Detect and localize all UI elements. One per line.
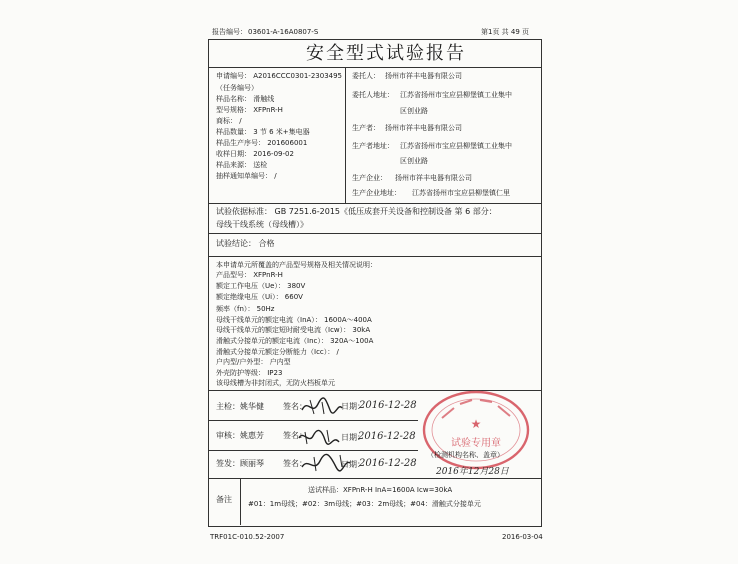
coverage-line: 母线干线单元的额定短时耐受电流（Icw）： 30kA: [216, 326, 371, 334]
footer-date: 2016-03-04: [502, 533, 543, 541]
info-line: （任务编号）: [216, 84, 258, 92]
coverage-line: 额定绝缘电压（Ui）： 660V: [216, 293, 303, 301]
info-line: 收样日期： 2016-09-02: [216, 150, 294, 158]
coverage-line: 额定工作电压（Ue）： 380V: [216, 282, 306, 290]
coverage-line: 该母线槽为非封闭式，无防火档板单元: [216, 379, 335, 387]
info-line: 样品来源： 送检: [216, 161, 268, 169]
reviewer-sign-label: 签名：: [283, 431, 307, 440]
remarks-label: 备注: [216, 495, 232, 504]
reviewer-label: 审核：: [216, 431, 240, 440]
info-line: 样品名称： 滑触线: [216, 95, 275, 103]
signature-mark: [300, 453, 352, 475]
reviewer-name: 姚惠芳: [240, 431, 264, 440]
footer-form-id: TRF01C-010.52-2007: [210, 533, 285, 541]
reviewer-date-label: 日期：: [341, 433, 365, 442]
coverage-line: 产品型号： XFPnR-H: [216, 271, 283, 279]
maker-address-label: 生产者地址：: [352, 142, 394, 150]
coverage-line: 频率（fn）： 50Hz: [216, 305, 275, 313]
factory-address-label: 生产企业地址：: [352, 189, 401, 197]
info-line: 型号规格： XFPnR-H: [216, 106, 283, 114]
info-line: 抽样通知单编号： /: [216, 172, 277, 180]
approver-date-label: 日期：: [341, 460, 365, 469]
report-title: 安全型式试验报告: [306, 43, 466, 64]
maker-address-cont: 区创业路: [400, 157, 428, 165]
reviewer-date: 2016-12-28: [358, 431, 416, 442]
signature-mark: [297, 426, 341, 448]
approver-label: 签发：: [216, 459, 240, 468]
coverage-line: 滑触式分接单元额定分断能力（Icc）： /: [216, 348, 339, 356]
factory-label: 生产企业：: [352, 174, 387, 182]
inspector-date: 2016-12-28: [359, 400, 417, 411]
inspector-date-label: 日期：: [341, 402, 365, 411]
factory-name: 扬州市祥丰电器有限公司: [395, 174, 472, 182]
page-indicator: 第1页 共 49 页: [481, 28, 530, 36]
remarks-line: #01：1m母线；#02：3m母线；#03：2m母线；#04：滑触式分接单元: [248, 500, 481, 508]
approver-sign-label: 签名：: [283, 459, 307, 468]
inspector-sign-label: 签名：: [283, 402, 307, 411]
inspector-name: 姚华健: [240, 402, 264, 411]
maker-address: 江苏省扬州市宝应县柳堡镇工业集中: [400, 142, 512, 150]
client-address-cont: 区创业路: [400, 107, 428, 115]
client-address-label: 委托人地址：: [352, 91, 394, 99]
test-conclusion: 试验结论： 合格: [216, 239, 275, 248]
maker-name: 扬州市祥丰电器有限公司: [385, 124, 462, 132]
inspector-label: 主检：: [216, 402, 240, 411]
seal-text: 试验专用章: [451, 438, 501, 449]
coverage-line: 母线干线单元的额定电流（InA）： 1600A～400A: [216, 316, 372, 324]
coverage-line: 滑触式分接单元的额定电流（Inc）： 320A～100A: [216, 337, 374, 345]
approver-name: 顾丽琴: [240, 459, 264, 468]
signature-mark: [300, 396, 344, 418]
svg-text:★: ★: [470, 417, 482, 431]
seal-org-label: （检测机构名称、盖章）: [427, 451, 504, 459]
test-basis-cont: 母线干线系统（母线槽）》: [216, 220, 308, 229]
maker-label: 生产者：: [352, 124, 380, 132]
info-line: 样品数量： 3 节 6 米+集电器: [216, 128, 310, 136]
factory-address: 江苏省扬州市宝应县柳堡镇仁里: [412, 189, 510, 197]
client-name: 扬州市祥丰电器有限公司: [385, 72, 462, 80]
approver-date: 2016-12-28: [359, 458, 417, 469]
info-line: 样品生产序号： 201606001: [216, 139, 308, 147]
client-address: 江苏省扬州市宝应县柳堡镇工业集中: [400, 91, 512, 99]
coverage-line: 本申请单元所覆盖的产品型号规格及相关情况说明：: [216, 261, 377, 269]
info-line: 商标： /: [216, 117, 242, 125]
client-label: 委托人：: [352, 72, 380, 80]
report-number-label: 报告编号：: [212, 28, 247, 36]
coverage-line: 外壳防护等级： IP23: [216, 369, 283, 377]
remarks-line: 送试样品：XFPnR-H InA=1600A Icw=30kA: [308, 486, 453, 494]
official-seal: [420, 388, 532, 472]
report-number: 03601-A-16A0807-S: [248, 28, 319, 36]
coverage-line: 户内型/户外型： 户内型: [216, 358, 291, 366]
test-basis: 试验依据标准： GB 7251.6-2015《低压成套开关设备和控制设备 第 6 部分：: [216, 207, 497, 216]
info-line: 申请编号： A2016CCC0301-2303495: [216, 72, 343, 80]
seal-date: 2016年12月28日: [436, 467, 509, 477]
